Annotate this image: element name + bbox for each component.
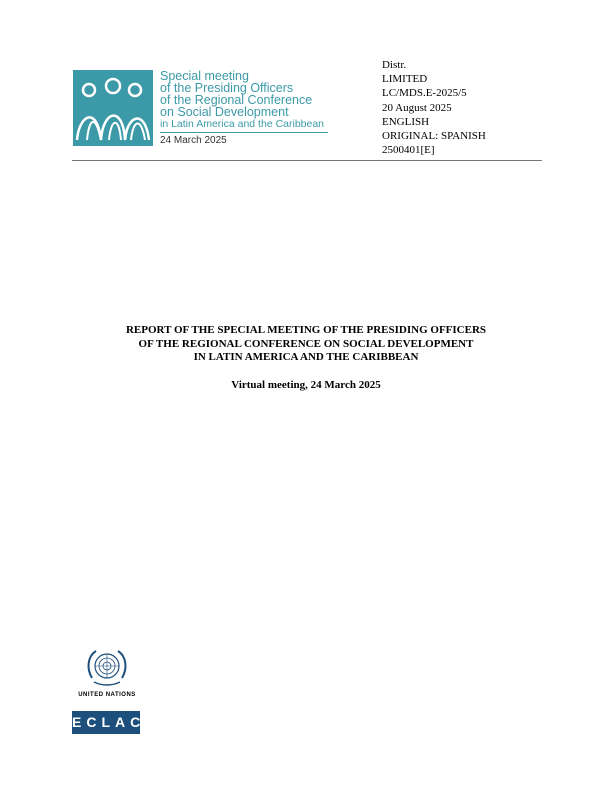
document-symbol: LC/MDS.E-2025/5 [382,87,467,100]
distribution-block [382,58,486,157]
document-date: 20 August 2025 [382,101,452,114]
document-language: ENGLISH [382,115,430,128]
header-divider [72,160,542,161]
un-label: UNITED NATIONS [78,692,136,698]
title-line: OF THE REGIONAL CONFERENCE ON SOCIAL DEVELOPMENT [138,337,474,350]
report-title [0,324,612,365]
logo-line: of the Presiding Officers [160,81,294,95]
document-code: 2500401[E] [382,144,435,157]
logo-line: of the Regional Conference [160,93,313,107]
eclac-logo: ECLAC [72,711,140,734]
un-emblem-icon [82,648,132,688]
conference-logo-text [160,70,324,130]
logo-date: 24 March 2025 [160,135,227,146]
distr-limited: LIMITED [382,73,428,86]
logo-line: Special meeting [160,69,249,83]
distr-label: Distr. [382,59,407,71]
logo-line: on Social Development [160,105,289,119]
original-language: ORIGINAL: SPANISH [382,130,486,143]
logo-divider [160,132,328,133]
title-line: REPORT OF THE SPECIAL MEETING OF THE PRESIDING OFFICERS [125,324,487,336]
logo-subline: in Latin America and the Caribbean [160,118,325,130]
people-figures-icon [73,70,153,146]
title-line: IN LATIN AMERICA AND THE CARIBBEAN [193,351,419,363]
conference-logo-emblem [73,70,153,146]
report-subtitle: Virtual meeting, 24 March 2025 [231,379,381,391]
